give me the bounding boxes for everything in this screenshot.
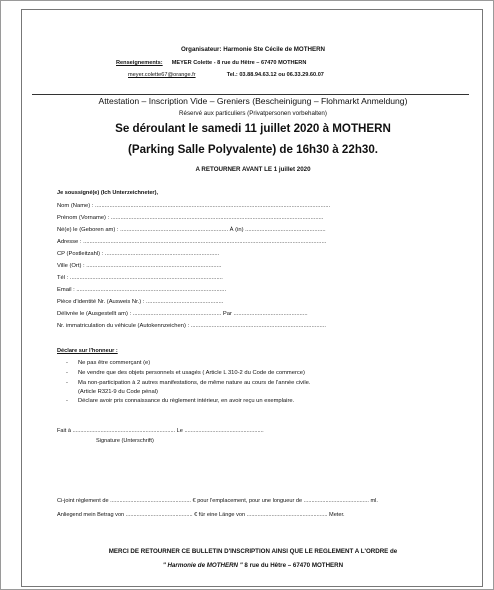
email-link[interactable]: meyer.colette67@orange.fr — [128, 72, 196, 78]
event-date-line: Se déroulant le samedi 11 juillet 2020 à MOTHERN — [115, 122, 391, 135]
field-id-card[interactable] — [57, 299, 223, 305]
declaration-item: - Ne pas être commerçant (e) — [66, 360, 151, 366]
field-issued[interactable] — [57, 311, 308, 317]
field-postcode[interactable] — [57, 251, 219, 257]
declaration-item-text: Ne pas être commerçant (e) — [78, 360, 151, 366]
info-contact: MEYER Colette - 8 rue du Hêtre – 67470 MOTHERN — [171, 60, 307, 66]
declaration-heading: Déclare sur l'honneur : — [57, 348, 118, 354]
footer-organisation: " Harmonie de MOTHERN " — [162, 562, 243, 569]
field-firstname-label: Prénom (Vorname) : .................................................................................................................................... — [57, 215, 324, 221]
field-id-card-label: Pièce d'identité Nr. (Ausweis Nr.) : ................................................ — [57, 299, 224, 305]
attestation-title: Attestation – Inscription Vide – Greniers (Bescheinigung – Flohmarkt Anmeldung) — [98, 96, 408, 106]
payment-line-fr[interactable]: Ci-joint règlement de .................................................... € pour l'emplacement, pour une longueur de .......................................... ml. — [57, 498, 378, 504]
declaration-item-continuation: (Article R321-9 du Code pénal) — [78, 389, 158, 395]
field-vehicle-label: Nr. immatriculation du véhicule (Autokennzeichen) : .................................................................................... — [57, 323, 327, 329]
info-line — [116, 60, 306, 66]
done-at-line[interactable]: Fait à .................................................................. Le ................................................... — [57, 428, 264, 434]
event-place-line: (Parking Salle Polyvalente) de 16h30 à 22h30. — [127, 143, 379, 156]
return-deadline: A RETOURNER AVANT LE 1 juillet 2020 — [195, 166, 311, 173]
field-birth[interactable] — [57, 227, 326, 233]
declaration-item: - Déclare avoir pris connaissance du règlement intérieur, en avoir reçu un exemplaire. — [66, 398, 295, 404]
undersigned-label: Je soussigné(e) (Ich Unterzeichneter), — [57, 190, 159, 196]
field-name[interactable] — [57, 203, 330, 209]
declaration-item-text: Ma non-participation à 2 autres manifestations, de même nature au cours de l'année civile. — [78, 380, 311, 386]
contact-line — [128, 72, 324, 78]
info-label: Renseignements: — [116, 60, 163, 66]
reserved-note: Réservé aux particuliers (Privatpersonen vorbehalten) — [179, 110, 327, 117]
field-birth-label: Né(e) le (Geboren am) : ................................................................... À (in) .................................................. — [57, 227, 326, 233]
field-city-label: Ville (Ort) : .................................................................................... — [57, 263, 222, 269]
field-address[interactable] — [57, 239, 326, 245]
field-firstname[interactable] — [57, 215, 323, 221]
signature-label: Signature (Unterschrift) — [96, 438, 154, 444]
field-phone-label: Tél : ............................................................................................... — [57, 275, 223, 281]
field-postcode-label: CP (Postleitzahl) : ....................................................................... — [57, 251, 220, 257]
footer-return-note: MERCI DE RETOURNER CE BULLETIN D'INSCRIPTION AINSI QUE LE REGLEMENT A L'ORDRE de — [108, 548, 398, 555]
declaration-item-text: Ne vendre que des objets personnels et usagés ( Article L 310-2 du Code de commerce) — [78, 370, 305, 376]
field-email[interactable] — [57, 287, 226, 293]
payment-line-de[interactable]: Anliegend mein Betrag von ........................................... € für eine Länge von .................................................... Meter. — [57, 512, 345, 518]
document-page — [21, 9, 483, 587]
field-email-label: Email : ............................................................................................. — [57, 287, 227, 293]
field-name-label: Nom (Name) : .................................................................................................................................................. — [57, 203, 331, 209]
declaration-item-text: Déclare avoir pris connaissance du règlement intérieur, en avoir reçu un exemplaire. — [78, 398, 295, 404]
field-phone[interactable] — [57, 275, 223, 281]
declaration-item: - Ne vendre que des objets personnels et usagés ( Article L 310-2 du Code de commerce) — [66, 370, 305, 376]
field-address-label: Adresse : ....................................................................................................................................................... — [57, 239, 327, 245]
organiser-line: Organisateur: Harmonie Ste Cécile de MOTHERN — [180, 46, 326, 53]
field-city[interactable] — [57, 263, 222, 269]
declaration-item: - Ma non-participation à 2 autres manifestations, de même nature au cours de l'année civile. — [66, 380, 311, 386]
footer-address — [22, 562, 484, 569]
footer-street: 8 rue du Hêtre – 67470 MOTHERN — [244, 562, 344, 569]
header-divider — [32, 94, 469, 95]
phone-numbers: Tel.: 03.88.94.63.12 ou 06.33.29.60.07 — [226, 72, 324, 78]
field-vehicle[interactable] — [57, 323, 326, 329]
field-issued-label: Délivrée le (Ausgestellt am) : ....................................................... Par .............................................. — [57, 311, 308, 317]
